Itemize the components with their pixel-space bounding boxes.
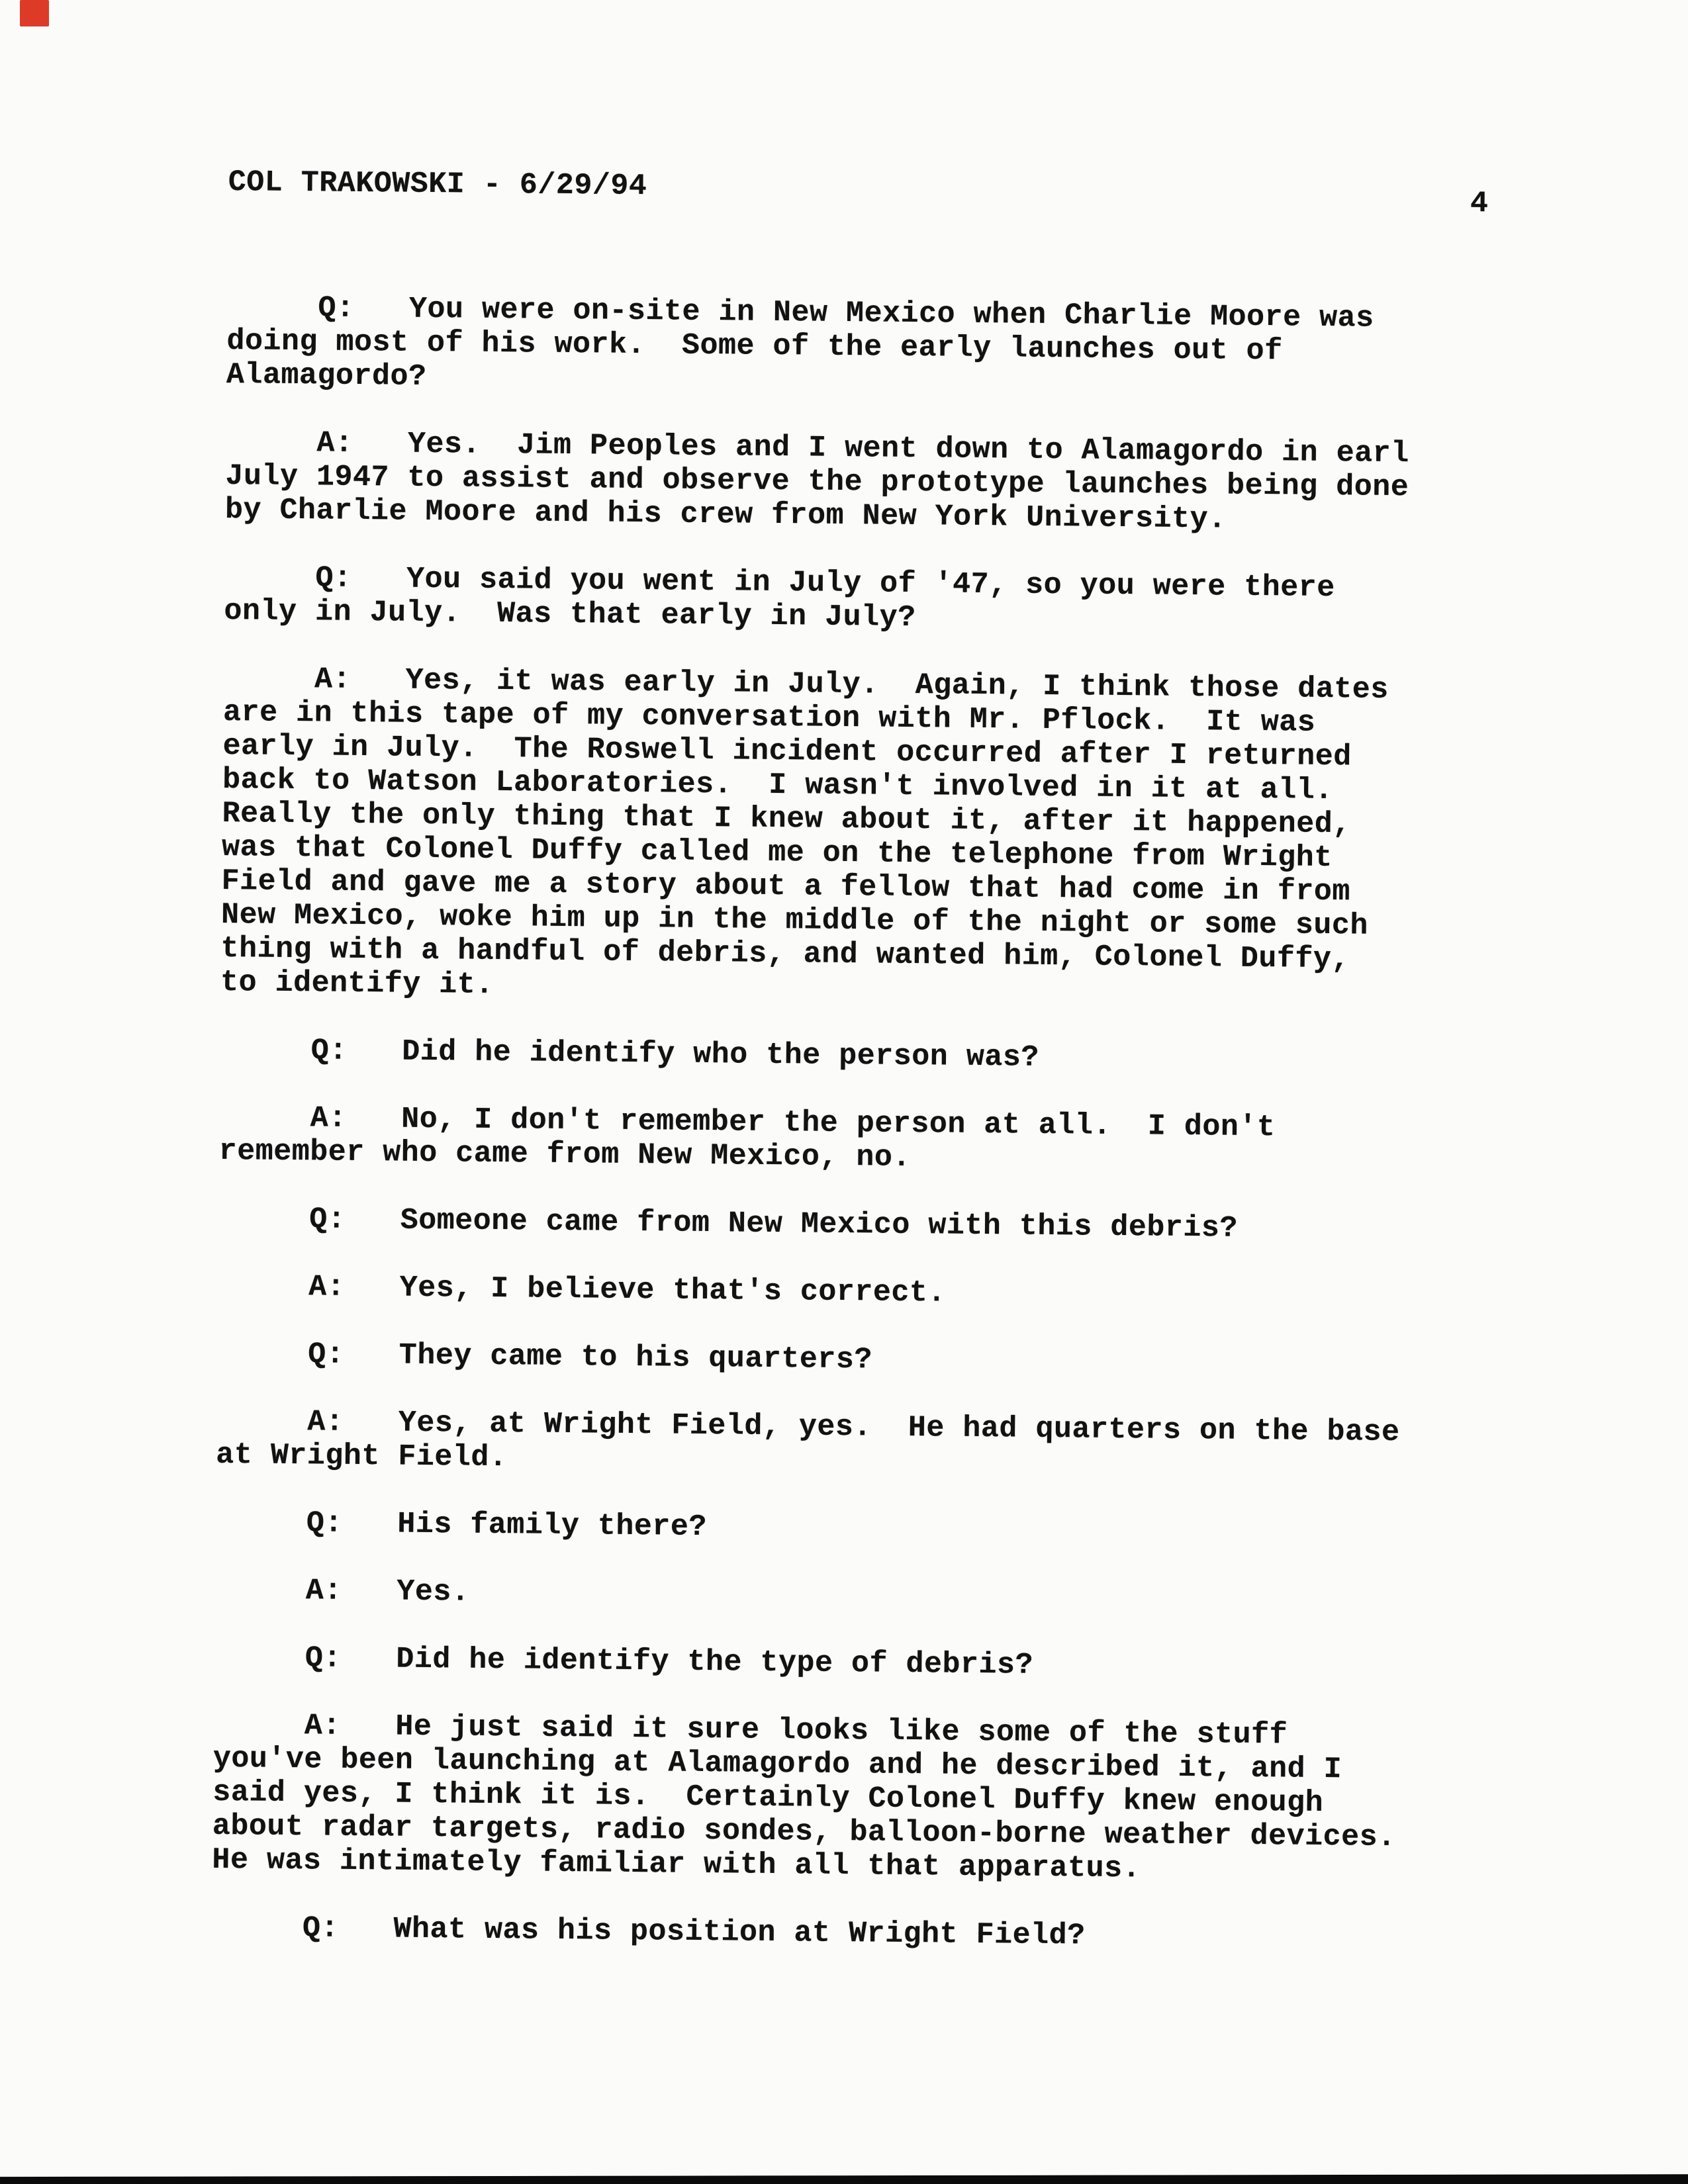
dialogue-paragraph-q: Q: They came to his quarters? — [216, 1336, 873, 1377]
dialogue-paragraph-q: Q: Someone came from New Mexico with this debris? — [218, 1201, 1239, 1246]
transcript — [211, 291, 1491, 1956]
red-scan-mark — [20, 0, 49, 26]
dialogue-paragraph-q: Q: Did he identify who the person was? — [219, 1032, 1040, 1075]
page-number: 4 — [1470, 187, 1489, 221]
document-title: COL TRAKOWSKI - 6/29/94 — [228, 165, 647, 204]
dialogue-paragraph-q: Q: His family there? — [215, 1505, 708, 1545]
dialogue-paragraph-a: A: Yes, at Wright Field, yes. He had quarters on the base at Wright Field. — [216, 1404, 1400, 1475]
dialogue-paragraph-q: Q: You said you went in July of '47, so you were there only in July. Was that early in July? — [224, 560, 1335, 635]
dialogue-paragraph-q: Q: Did he identify the type of debris? — [214, 1640, 1034, 1682]
dialogue-paragraph-a: A: He just said it sure looks like some of the stuff you've been launching at Alamagordo and he described it, and I said yes, I think it is. Certainly Colonel Duffy knew enough about radar targets, radio sondes, balloon-borne weather devices. He was intimately familiar with all that apparatus. — [212, 1707, 1396, 1886]
dialogue-paragraph-q: Q: What was his position at Wright Field? — [211, 1910, 1086, 1953]
page-content — [211, 165, 1493, 1990]
bottom-scan-edge — [0, 2173, 1688, 2184]
dialogue-paragraph-a: A: No, I don't remember the person at all. I don't remember who came from New Mexico, no. — [218, 1100, 1276, 1175]
dialogue-paragraph-a: A: Yes. — [214, 1572, 470, 1610]
dialogue-paragraph-q: Q: You were on-site in New Mexico when Charlie Moore was doing most of his work. Some of the early launches out of Alamagordo? — [226, 290, 1374, 394]
dialogue-paragraph-a: A: Yes, it was early in July. Again, I think those dates are in this tape of my conversation with Mr. Pflock. It was early in July. The Roswell incident occurred after I returned back to Watson Laboratories. I wasn't involved in it at all. Really the only thing that I knew about it, after it happened, was that Colonel Duffy called me on the telephone from Wright Field and gave me a story about a fellow that had come in from New Mexico, woke him up in the middle of the night or some such thing with a handful of debris, and wanted him, Colonel Duffy, to identify it. — [220, 661, 1389, 1002]
dialogue-paragraph-a: A: Yes. Jim Peoples and I went down to Alamagordo in earl July 1947 to assist and observe the prototype launches being done by Charlie Moore and his crew from New York University. — [224, 425, 1409, 537]
dialogue-paragraph-a: A: Yes, I believe that's correct. — [217, 1269, 947, 1310]
page-header — [228, 165, 1493, 220]
